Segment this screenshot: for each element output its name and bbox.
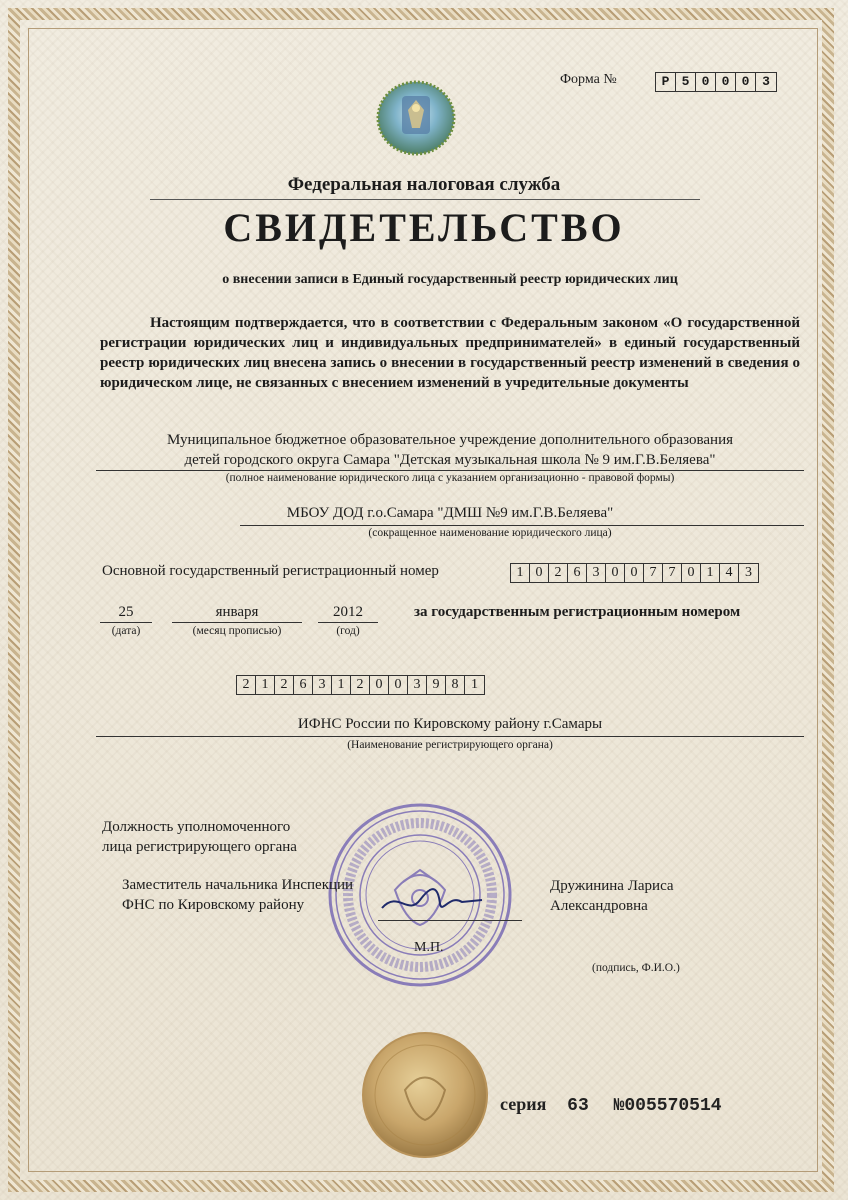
ogrn-digit: 3	[745, 565, 752, 580]
grn-digit: 1	[471, 677, 478, 692]
grn-digit: 2	[275, 676, 294, 694]
month-underline	[172, 622, 302, 623]
form-number-boxes	[655, 72, 777, 92]
ogrn-digit: 6	[568, 564, 587, 582]
ogrn-digit: 0	[682, 564, 701, 582]
form-code-cell: 0	[716, 73, 736, 91]
gold-seal-icon	[360, 1030, 490, 1160]
grn-digit: 3	[408, 676, 427, 694]
form-number-label: Форма №	[560, 72, 617, 87]
grn-digit: 8	[446, 676, 465, 694]
position-label-line2: лица регистрирующего органа	[102, 839, 297, 855]
series-value: 63	[567, 1096, 589, 1116]
entity-full-name	[100, 430, 800, 470]
official-position-line1: Заместитель начальника Инспекции	[122, 877, 354, 893]
authority-caption: (Наименование регистрирующего органа)	[347, 739, 553, 751]
position-label	[102, 817, 297, 857]
registering-authority: ИФНС России по Кировскому району г.Самары	[297, 716, 603, 732]
form-code-cell: 3	[762, 74, 770, 89]
reg-year: 2012	[333, 604, 363, 620]
official-position-line2: ФНС по Кировскому району	[122, 897, 305, 913]
year-underline	[318, 622, 378, 623]
ogrn-digit: 7	[644, 564, 663, 582]
ogrn-digit: 1	[701, 564, 720, 582]
day-caption: (дата)	[111, 625, 141, 637]
authority-underline	[96, 736, 804, 737]
short-name-caption: (сокращенное наименование юридического лица)	[368, 527, 612, 539]
grn-number-boxes	[236, 675, 485, 695]
grn-digit: 6	[294, 676, 313, 694]
entity-short-name: МБОУ ДОД г.о.Самара "ДМШ №9 им.Г.В.Беляева"	[286, 505, 614, 521]
official-name-line1: Дружинина Лариса	[550, 878, 674, 894]
form-code-cell: 0	[696, 73, 716, 91]
full-name-underline	[96, 470, 804, 471]
grn-digit: 1	[332, 676, 351, 694]
form-code-cell: 5	[676, 73, 696, 91]
entity-full-name-line1: Муниципальное бюджетное образовательное учреждение дополнительного образования	[166, 432, 733, 448]
reg-month: января	[215, 604, 259, 620]
entity-full-name-line2: детей городского округа Самара "Детская музыкальная школа № 9 им.Г.В.Беляева"	[184, 452, 716, 468]
handwritten-signature-icon	[378, 880, 488, 920]
confirmation-paragraph	[100, 313, 800, 393]
certificate-title: СВИДЕТЕЛЬСТВО	[223, 205, 625, 250]
form-code-cell: Р	[656, 73, 676, 91]
grn-digit: 3	[313, 676, 332, 694]
day-underline	[100, 622, 152, 623]
ogrn-label: Основной государственный регистрационный номер	[102, 563, 439, 579]
official-position	[122, 875, 353, 915]
stamp-place-label: М.П.	[414, 940, 444, 955]
full-name-caption: (полное наименование юридического лица с указанием организационно - правовой формы)	[225, 472, 675, 484]
grn-digit: 2	[351, 676, 370, 694]
ogrn-digit: 0	[530, 564, 549, 582]
ogrn-digit: 1	[511, 564, 530, 582]
grn-digit: 0	[389, 676, 408, 694]
blank-number: №005570514	[613, 1096, 722, 1116]
ogrn-digit: 7	[663, 564, 682, 582]
form-code-cell: 0	[736, 73, 756, 91]
confirmation-text: Настоящим подтверждается, что в соответствии с Федеральным законом «О государственной регистрации юридических лиц и индивидуальных предпринимателей» в единый государственный реестр юридических лиц внесена запись о внесении в государственный реестр изменений в сведения о юридическом лице, не связанных с внесением изменений в учредительные документы	[100, 315, 800, 391]
header-divider	[150, 199, 700, 200]
ogrn-digit: 0	[606, 564, 625, 582]
grn-digit: 9	[427, 676, 446, 694]
official-name-line2: Александровна	[550, 898, 648, 914]
ogrn-digit: 3	[587, 564, 606, 582]
reg-number-text: за государственным регистрационным номером	[414, 604, 741, 620]
certificate-subtitle: о внесении записи в Единый государственный реестр юридических лиц	[222, 272, 678, 287]
ogrn-digit: 4	[720, 564, 739, 582]
signature-caption: (подпись, Ф.И.О.)	[592, 962, 680, 974]
short-name-underline	[240, 525, 804, 526]
series-label: серия	[500, 1094, 547, 1114]
month-caption: (месяц прописью)	[192, 625, 282, 637]
blank-series-number	[500, 1094, 722, 1116]
reg-day: 25	[118, 604, 134, 620]
ogrn-digit: 2	[549, 564, 568, 582]
hologram-emblem-icon	[372, 80, 460, 160]
year-caption: (год)	[336, 625, 360, 637]
grn-digit: 1	[256, 676, 275, 694]
position-label-line1: Должность уполномоченного	[102, 819, 291, 835]
ogrn-digit: 0	[625, 564, 644, 582]
agency-name: Федеральная налоговая служба	[287, 174, 561, 195]
signature-underline	[378, 920, 522, 921]
ogrn-number-boxes	[510, 563, 759, 583]
grn-digit: 2	[237, 676, 256, 694]
grn-digit: 0	[370, 676, 389, 694]
official-name	[550, 876, 674, 916]
